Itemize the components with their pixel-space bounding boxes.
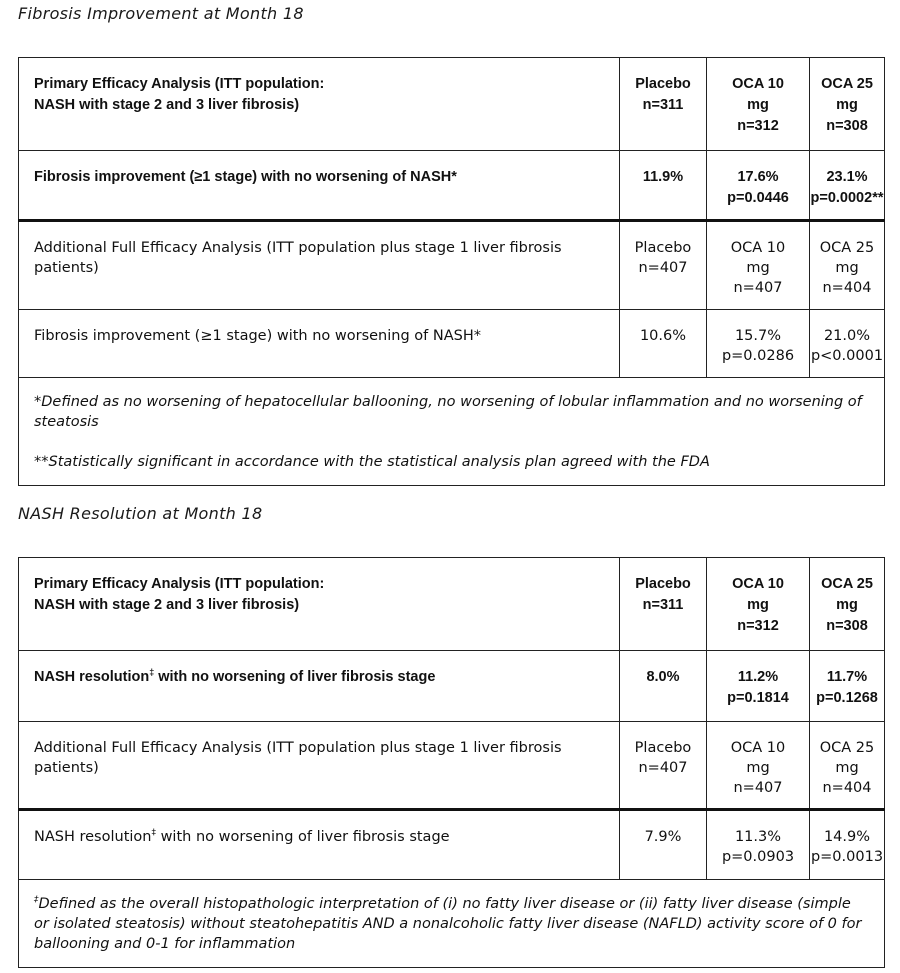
cell-line: mg [835,260,859,276]
placebo-header [620,558,707,651]
footnote: **Statistically significant in accordance with the statistical analysis plan agreed with the FDA [34,454,710,470]
row-label [19,651,620,722]
cell-line: OCA 25 [821,576,873,592]
oca25-header [810,58,885,151]
cell-line: OCA 10 [732,76,784,92]
placebo-header [620,221,707,310]
footnote-row [19,378,885,486]
footnote-text: Defined as the overall histopathologic interpretation of (i) no fatty liver disease or (ii) fatty liver disease (simple or isolated steatosis) without steatohepatitis AND a nonalcoholic fatty liver disease (NAFLD) activity score of 0 for ballooning and 0-1 for inflammation [34,896,862,952]
oca25-header [810,558,885,651]
cell-line: mg [836,97,858,113]
nash-resolution-caption: NASH Resolution at Month 18 [18,504,263,523]
footnote-row [19,880,885,968]
row-label: Fibrosis improvement (≥1 stage) with no worsening of NASH* [19,151,620,221]
cell-line: p=0.0013 [810,849,884,865]
cell-line: n=311 [642,597,684,613]
oca25-header [810,722,885,810]
row-label [19,810,620,880]
cell-line: p=0.1268 [816,690,878,706]
cell-line: OCA 25 [821,76,873,92]
cell-line: Placebo [634,240,692,256]
cell-line: 11.9% [642,169,684,185]
oca10-header [707,221,810,310]
oca10-header [707,58,810,151]
oca25-value [810,651,885,722]
cell-line: n=404 [822,280,872,296]
cell-line: n=312 [737,618,779,634]
primary-analysis-label [19,58,620,151]
cell-line: n=407 [733,780,783,796]
primary-analysis-label [19,558,620,651]
cell-line: OCA 10 [730,740,786,756]
cell-line: 15.7% [734,328,782,344]
cell-line: p=0.0446 [727,190,789,206]
footnote: *Defined as no worsening of hepatocellular ballooning, no worsening of lobular inflammation and no worsening of steatosis [34,394,862,430]
cell-line: n=407 [638,260,688,276]
cell-line: OCA 10 [732,576,784,592]
footnotes [19,880,885,968]
cell-line: mg [746,260,770,276]
label-text: NASH resolution [34,669,150,685]
cell-line: mg [746,760,770,776]
additional-header-row [19,722,885,810]
label-text: NASH resolution [34,829,152,845]
footnote [34,894,870,954]
label-line: NASH with stage 2 and 3 liver fibrosis) [34,597,300,613]
cell-line: Placebo [635,76,691,92]
cell-line: OCA 25 [819,240,875,256]
oca10-header [707,558,810,651]
label-text: with no worsening of liver fibrosis stage [155,829,450,845]
label-line: NASH with stage 2 and 3 liver fibrosis) [34,97,300,113]
label-text: with no worsening of liver fibrosis stage [154,669,436,685]
cell-line: p=0.0286 [721,348,795,364]
table-row [19,651,885,722]
cell-line: 7.9% [644,829,682,845]
placebo-value [620,310,707,378]
nash-resolution-table [18,557,885,968]
cell-line: p<0.0001 [810,348,884,364]
oca25-header [810,221,885,310]
cell-line: 11.7% [826,669,868,685]
oca25-value [810,151,885,221]
row-label: Fibrosis improvement (≥1 stage) with no worsening of NASH* [19,310,620,378]
table-row [19,310,885,378]
cell-line: Placebo [634,740,692,756]
cell-line: 10.6% [639,328,687,344]
cell-line: OCA 25 [819,740,875,756]
double-dagger-mark: ‡ [34,895,39,905]
placebo-header [620,58,707,151]
cell-line: n=308 [826,618,868,634]
primary-header-row [19,58,885,151]
table-row [19,810,885,880]
cell-line: 11.2% [737,669,779,685]
cell-line: 17.6% [737,169,779,185]
cell-line: 23.1% [826,169,868,185]
oca25-value [810,310,885,378]
placebo-header [620,722,707,810]
cell-line: mg [747,97,769,113]
cell-line: 21.0% [823,328,871,344]
oca10-value [707,810,810,880]
cell-line: p=0.1814 [727,690,789,706]
cell-line: mg [835,760,859,776]
oca25-value [810,810,885,880]
oca10-value [707,310,810,378]
cell-line: n=407 [638,760,688,776]
footnotes [19,378,885,486]
cell-line: n=308 [826,118,868,134]
cell-line: p=0.0903 [721,849,795,865]
double-dagger-mark: ‡ [149,667,155,677]
oca10-value [707,151,810,221]
cell-line: 8.0% [646,669,680,685]
cell-line: mg [836,597,858,613]
placebo-value [620,651,707,722]
label-line: Primary Efficacy Analysis (ITT population: [34,576,325,592]
cell-line: 14.9% [823,829,871,845]
table-row [19,151,885,221]
fibrosis-table [18,57,885,486]
additional-analysis-label: Additional Full Efficacy Analysis (ITT population plus stage 1 liver fibrosis patients) [19,221,620,310]
oca10-value [707,651,810,722]
cell-line: n=311 [642,97,684,113]
additional-header-row [19,221,885,310]
additional-analysis-label: Additional Full Efficacy Analysis (ITT population plus stage 1 liver fibrosis patients) [19,722,620,810]
cell-line: n=407 [733,280,783,296]
fibrosis-caption: Fibrosis Improvement at Month 18 [18,4,304,23]
cell-line: n=404 [822,780,872,796]
primary-header-row [19,558,885,651]
cell-line: OCA 10 [730,240,786,256]
placebo-value [620,810,707,880]
double-dagger-mark: ‡ [151,828,156,838]
cell-line: mg [747,597,769,613]
cell-line: p=0.0002** [810,190,884,206]
label-line: Primary Efficacy Analysis (ITT population: [34,76,325,92]
cell-line: 11.3% [734,829,782,845]
oca10-header [707,722,810,810]
placebo-value [620,151,707,221]
cell-line: Placebo [635,576,691,592]
cell-line: n=312 [737,118,779,134]
